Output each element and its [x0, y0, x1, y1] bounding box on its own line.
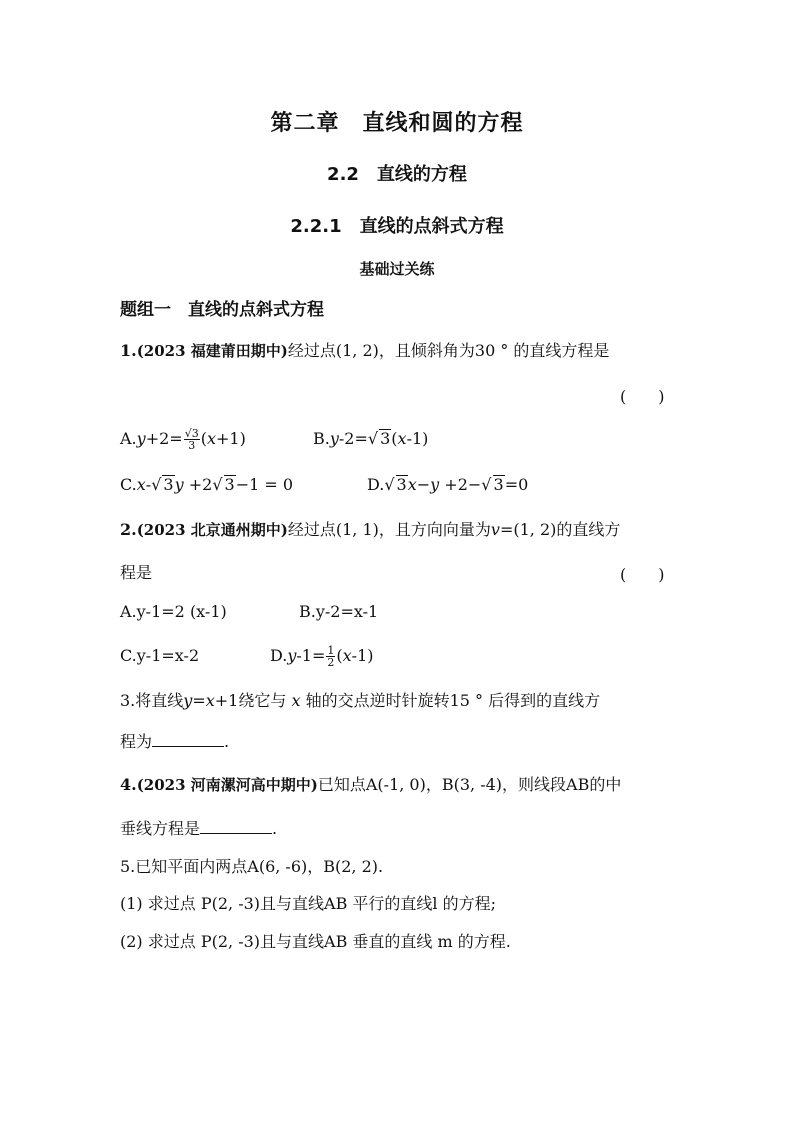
question-1 — [120, 340, 609, 362]
section-title: 2.2 直线的方程 — [327, 164, 467, 185]
q1-option-d: D.√ 3x−y +2−√ 3=0 — [367, 475, 529, 494]
q1-d-label: D. — [367, 475, 385, 494]
question-2: 2.(2023 北京通州期中)经过点(1, 1)，且方向向量为v=(1, 2)的直线方 — [120, 520, 621, 539]
answer-blank[interactable] — [200, 817, 272, 834]
q1-num: 1. — [120, 341, 137, 360]
q4-text-2: 垂线方程是 — [120, 819, 201, 838]
q3-line-2 — [120, 730, 229, 753]
q1-option-a: A.y+2= $\frac{√3}{3}$ (x+1) — [120, 427, 246, 452]
q5-part-2: (2) 求过点 P(2, -3)且与直线AB 垂直的直线 m 的方程. — [120, 932, 511, 951]
q2-text-1: 经过点(1, 1)，且方向向量为 — [287, 520, 491, 539]
q4-num: 4. — [120, 775, 137, 794]
q4-source: (2023 河南漯河高中期中) — [136, 776, 318, 794]
q2-option-b: B.y-2=x-1 — [299, 602, 379, 621]
q4-end: . — [272, 819, 278, 838]
q3-end: . — [224, 732, 230, 751]
q2-text-3: 程是 — [120, 563, 153, 582]
answer-blank[interactable] — [152, 730, 224, 747]
q2-source: (2023 北京通州期中) — [136, 521, 288, 539]
question-4 — [120, 774, 621, 796]
q1-b-label: B. — [313, 429, 330, 448]
group-title: 题组一 直线的点斜式方程 — [120, 300, 324, 320]
q2-option-a: A.y-1=2 (x-1) — [120, 602, 227, 621]
q2-num: 2. — [120, 520, 137, 539]
q1-a-label: A. — [120, 429, 137, 448]
q1-source: (2023 福建莆田期中) — [136, 342, 288, 360]
q3-text-3: 轴的交点逆时针旋转15 ° 后得到的直线方 — [305, 691, 601, 710]
q4-line-2 — [120, 817, 277, 840]
q2-line-2 — [120, 562, 152, 584]
q2-option-d: D.y-1= $\frac{1}{2}$ (x-1) — [270, 644, 374, 669]
q2-answer-paren: ( ) — [620, 565, 665, 584]
q1-c-label: C. — [120, 475, 137, 494]
q3-text-4: 程为 — [120, 732, 153, 751]
fraction: $\frac{√3}{3}$ — [184, 427, 199, 452]
q1-text: 经过点(1, 2)，且倾斜角为30 ° 的直线方程是 — [287, 341, 610, 360]
level-title: 基础过关练 — [359, 260, 435, 278]
q5-part-1: (1) 求过点 P(2, -3)且与直线AB 平行的直线l 的方程; — [120, 894, 497, 913]
q2-option-c: C.y-1=x-2 — [120, 646, 200, 665]
chapter-title: 第二章 直线和圆的方程 — [270, 111, 524, 136]
question-3: 3.将直线y=x+1绕它与 x 轴的交点逆时针旋转15 ° 后得到的直线方 — [120, 691, 601, 710]
subsection-title: 2.2.1 直线的点斜式方程 — [290, 216, 504, 237]
q1-answer-paren: ( ) — [620, 387, 665, 406]
fraction: $\frac{1}{2}$ — [327, 644, 335, 669]
q1-option-c: C.x-√ 3y +2√ 3−1 = 0 — [120, 475, 294, 494]
q4-text: 已知点A(-1, 0)，B(3, -4)，则线段AB的中 — [317, 775, 622, 794]
q3-text-1: 3.将直线 — [120, 691, 184, 710]
q2-text-2: =(1, 2)的直线方 — [499, 520, 621, 539]
q1-option-b: B.y-2=√ 3(x-1) — [313, 429, 429, 448]
q3-text-2: 绕它与 — [238, 691, 287, 710]
question-5: 5.已知平面内两点A(6, -6)，B(2, 2). — [120, 857, 384, 876]
